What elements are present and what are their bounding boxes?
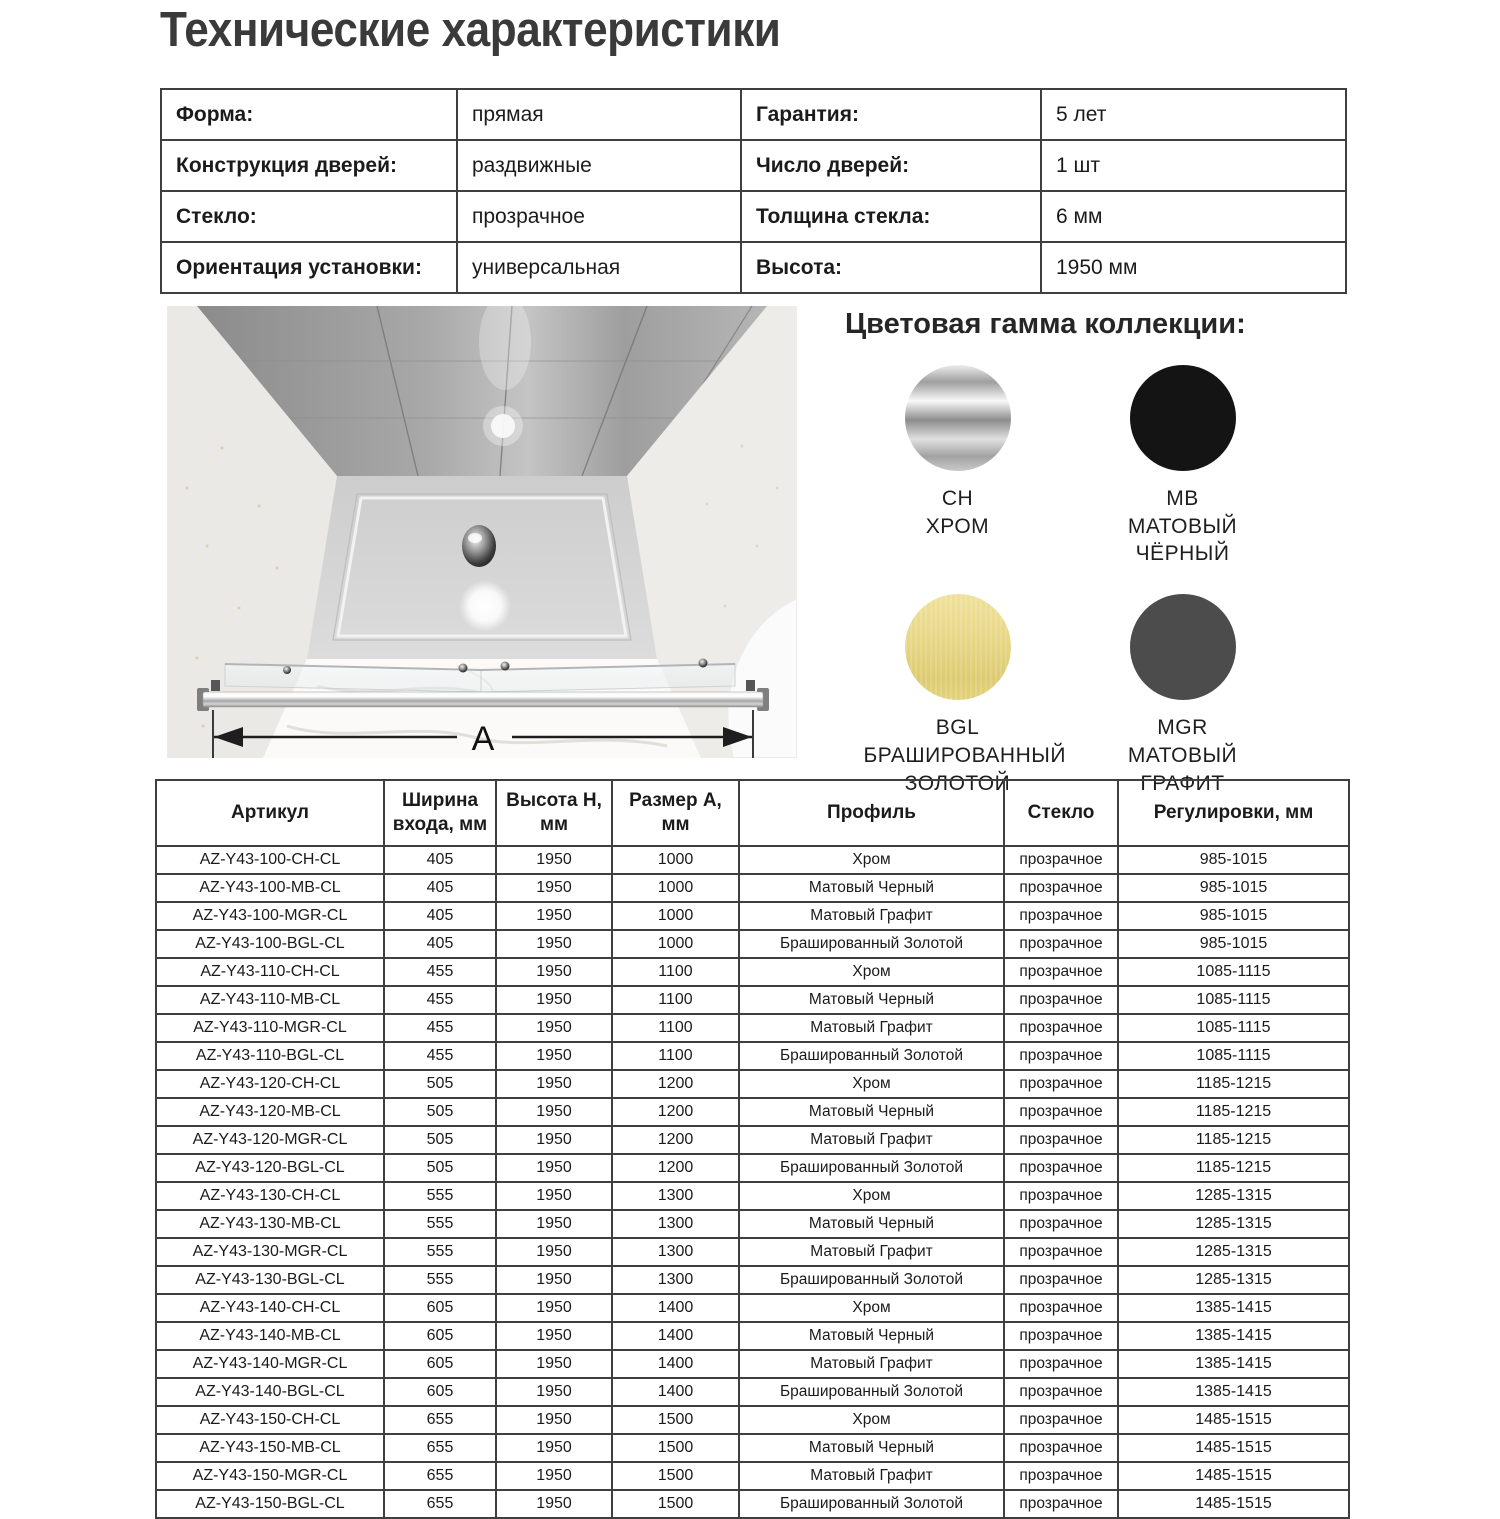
article-cell: AZ-Y43-100-MGR-CL [156,902,384,930]
size-a-cell: 1100 [612,958,739,986]
swatch-circle-mb [1130,365,1236,471]
size-a-cell: 1500 [612,1406,739,1434]
spec-label: Гарантия: [741,89,1041,140]
article-cell: AZ-Y43-130-CH-CL [156,1182,384,1210]
size-a-cell: 1300 [612,1238,739,1266]
size-a-cell: 1400 [612,1322,739,1350]
size-a-cell: 1200 [612,1098,739,1126]
height-cell: 1950 [496,930,612,958]
adjust-range-cell: 1185-1215 [1118,1126,1349,1154]
glass-cell: прозрачное [1004,846,1118,874]
table-row [156,1490,1349,1518]
table-row [156,1014,1349,1042]
table-row [156,1266,1349,1294]
table-row [156,1462,1349,1490]
entry-width-cell: 605 [384,1322,496,1350]
adjust-range-cell: 1485-1515 [1118,1406,1349,1434]
size-a-cell: 1100 [612,1042,739,1070]
entry-width-cell: 405 [384,930,496,958]
height-cell: 1950 [496,1350,612,1378]
table-row [156,1210,1349,1238]
column-header: Стекло [1004,780,1118,846]
swatch-circle-mgr [1130,594,1236,700]
article-cell: AZ-Y43-150-MGR-CL [156,1462,384,1490]
table-row [156,902,1349,930]
adjust-range-cell: 1285-1315 [1118,1182,1349,1210]
article-cell: AZ-Y43-140-BGL-CL [156,1378,384,1406]
profile-cell: Матовый Графит [739,902,1004,930]
glass-cell: прозрачное [1004,1098,1118,1126]
glass-cell: прозрачное [1004,1462,1118,1490]
table-row [156,1098,1349,1126]
drain [462,525,496,567]
height-cell: 1950 [496,1042,612,1070]
spec-table [160,88,1347,294]
size-a-cell: 1400 [612,1350,739,1378]
glass-cell: прозрачное [1004,1210,1118,1238]
article-cell: AZ-Y43-130-MB-CL [156,1210,384,1238]
profile-cell: Матовый Черный [739,1098,1004,1126]
profile-cell: Хром [739,846,1004,874]
spec-value: 5 лет [1041,89,1346,140]
swatch-label: BGL БРАШИРОВАННЫЙ ЗОЛОТОЙ [863,716,1066,795]
shower-tray [307,476,657,659]
glass-cell: прозрачное [1004,1406,1118,1434]
article-cell: AZ-Y43-140-MGR-CL [156,1350,384,1378]
page-title: Технические характеристики [160,3,781,57]
height-cell: 1950 [496,1266,612,1294]
glass-cell: прозрачное [1004,1042,1118,1070]
swatch-label: MB МАТОВЫЙ ЧЁРНЫЙ [1127,487,1238,566]
entry-width-cell: 655 [384,1406,496,1434]
table-row [156,1238,1349,1266]
table-row [156,846,1349,874]
glass-cell: прозрачное [1004,930,1118,958]
glass-cell: прозрачное [1004,986,1118,1014]
entry-width-cell: 555 [384,1266,496,1294]
product-image [167,306,797,758]
height-cell: 1950 [496,902,612,930]
article-cell: AZ-Y43-150-MB-CL [156,1434,384,1462]
table-row [156,1294,1349,1322]
glass-cell: прозрачное [1004,902,1118,930]
adjust-range-cell: 985-1015 [1118,902,1349,930]
height-cell: 1950 [496,1322,612,1350]
glass-cell: прозрачное [1004,1126,1118,1154]
profile-cell: Матовый Графит [739,1462,1004,1490]
adjust-range-cell: 1185-1215 [1118,1098,1349,1126]
height-cell: 1950 [496,1490,612,1518]
spec-value: прозрачное [457,191,741,242]
table-row [156,1378,1349,1406]
profile-cell: Брашированный Золотой [739,1266,1004,1294]
profile-cell: Брашированный Золотой [739,1490,1004,1518]
height-cell: 1950 [496,1154,612,1182]
table-row [156,1350,1349,1378]
size-a-cell: 1500 [612,1462,739,1490]
article-cell: AZ-Y43-120-BGL-CL [156,1154,384,1182]
height-cell: 1950 [496,958,612,986]
profile-cell: Брашированный Золотой [739,1154,1004,1182]
article-cell: AZ-Y43-130-BGL-CL [156,1266,384,1294]
adjust-range-cell: 1085-1115 [1118,958,1349,986]
color-swatch-ch [905,365,1011,568]
glass-cell: прозрачное [1004,1014,1118,1042]
profile-cell: Матовый Графит [739,1350,1004,1378]
profile-cell: Матовый Черный [739,1322,1004,1350]
size-a-cell: 1200 [612,1126,739,1154]
size-a-cell: 1300 [612,1210,739,1238]
adjust-range-cell: 1185-1215 [1118,1070,1349,1098]
adjust-range-cell: 985-1015 [1118,874,1349,902]
size-a-cell: 1500 [612,1490,739,1518]
swatch-label: CH ХРОМ [925,487,990,538]
table-row [156,1154,1349,1182]
height-cell: 1950 [496,1294,612,1322]
article-cell: AZ-Y43-150-BGL-CL [156,1490,384,1518]
glass-cell: прозрачное [1004,1322,1118,1350]
table-row [156,874,1349,902]
height-cell: 1950 [496,1014,612,1042]
article-cell: AZ-Y43-140-MB-CL [156,1322,384,1350]
profile-cell: Хром [739,1294,1004,1322]
adjust-range-cell: 1385-1415 [1118,1294,1349,1322]
profile-cell: Матовый Черный [739,986,1004,1014]
color-swatch-mb [1089,365,1277,568]
adjust-range-cell: 1485-1515 [1118,1462,1349,1490]
article-cell: AZ-Y43-100-BGL-CL [156,930,384,958]
entry-width-cell: 605 [384,1294,496,1322]
profile-cell: Матовый Черный [739,1434,1004,1462]
article-cell: AZ-Y43-110-BGL-CL [156,1042,384,1070]
spec-label: Стекло: [161,191,457,242]
size-a-cell: 1300 [612,1182,739,1210]
swatch-grid [845,365,1325,797]
color-swatch-mgr [1089,594,1277,797]
spec-value: раздвижные [457,140,741,191]
spec-label: Высота: [741,242,1041,293]
adjust-range-cell: 1085-1115 [1118,1042,1349,1070]
article-cell: AZ-Y43-120-MGR-CL [156,1126,384,1154]
entry-width-cell: 405 [384,902,496,930]
entry-width-cell: 655 [384,1490,496,1518]
column-header: Ширина входа, мм [384,780,496,846]
products-table-body [156,846,1349,1518]
spec-value: 1 шт [1041,140,1346,191]
glass-cell: прозрачное [1004,874,1118,902]
size-a-cell: 1000 [612,930,739,958]
adjust-range-cell: 1185-1215 [1118,1154,1349,1182]
article-cell: AZ-Y43-140-CH-CL [156,1294,384,1322]
spec-row [161,242,1346,293]
entry-width-cell: 555 [384,1238,496,1266]
color-collection-section [845,308,1325,797]
size-a-cell: 1200 [612,1070,739,1098]
article-cell: AZ-Y43-110-CH-CL [156,958,384,986]
size-a-cell: 1000 [612,846,739,874]
glass-cell: прозрачное [1004,1490,1118,1518]
adjust-range-cell: 985-1015 [1118,930,1349,958]
table-row [156,1126,1349,1154]
glass-cell: прозрачное [1004,1294,1118,1322]
entry-width-cell: 455 [384,1014,496,1042]
size-a-cell: 1200 [612,1154,739,1182]
article-cell: AZ-Y43-110-MB-CL [156,986,384,1014]
height-cell: 1950 [496,1182,612,1210]
adjust-range-cell: 1385-1415 [1118,1350,1349,1378]
column-header: Артикул [156,780,384,846]
glass-cell: прозрачное [1004,1154,1118,1182]
column-header: Профиль [739,780,1004,846]
entry-width-cell: 555 [384,1210,496,1238]
size-a-cell: 1100 [612,1014,739,1042]
table-row [156,1182,1349,1210]
table-row [156,1070,1349,1098]
entry-width-cell: 505 [384,1154,496,1182]
size-a-cell: 1000 [612,902,739,930]
adjust-range-cell: 985-1015 [1118,846,1349,874]
adjust-range-cell: 1385-1415 [1118,1322,1349,1350]
table-row [156,986,1349,1014]
swatch-circle-bgl [905,594,1011,700]
height-cell: 1950 [496,1126,612,1154]
profile-cell: Матовый Графит [739,1014,1004,1042]
profile-cell: Матовый Графит [739,1238,1004,1266]
entry-width-cell: 505 [384,1070,496,1098]
article-cell: AZ-Y43-110-MGR-CL [156,1014,384,1042]
glass-cell: прозрачное [1004,1434,1118,1462]
profile-cell: Брашированный Золотой [739,1042,1004,1070]
entry-width-cell: 555 [384,1182,496,1210]
profile-cell: Хром [739,1070,1004,1098]
glass-cell: прозрачное [1004,1182,1118,1210]
profile-cell: Матовый Черный [739,874,1004,902]
height-cell: 1950 [496,1210,612,1238]
height-cell: 1950 [496,1378,612,1406]
article-cell: AZ-Y43-100-MB-CL [156,874,384,902]
height-cell: 1950 [496,1462,612,1490]
products-table-header-row [156,780,1349,846]
article-cell: AZ-Y43-130-MGR-CL [156,1238,384,1266]
column-header: Размер A, мм [612,780,739,846]
products-table [155,779,1350,1519]
table-row [156,930,1349,958]
entry-width-cell: 505 [384,1098,496,1126]
profile-cell: Матовый Графит [739,1126,1004,1154]
size-a-cell: 1500 [612,1434,739,1462]
height-cell: 1950 [496,1434,612,1462]
glass-cell: прозрачное [1004,1070,1118,1098]
article-cell: AZ-Y43-120-CH-CL [156,1070,384,1098]
size-a-cell: 1300 [612,1266,739,1294]
height-cell: 1950 [496,986,612,1014]
profile-cell: Хром [739,1406,1004,1434]
profile-cell: Матовый Черный [739,1210,1004,1238]
table-row [156,1434,1349,1462]
spec-value: прямая [457,89,741,140]
entry-width-cell: 655 [384,1434,496,1462]
glass-cell: прозрачное [1004,1238,1118,1266]
column-header: Регулировки, мм [1118,780,1349,846]
height-cell: 1950 [496,1098,612,1126]
adjust-range-cell: 1385-1415 [1118,1378,1349,1406]
size-a-cell: 1100 [612,986,739,1014]
profile-cell: Хром [739,1182,1004,1210]
size-a-cell: 1000 [612,874,739,902]
swatch-circle-ch [905,365,1011,471]
profile-cell: Хром [739,958,1004,986]
color-swatch-bgl [863,594,1066,797]
adjust-range-cell: 1285-1315 [1118,1266,1349,1294]
profile-cell: Брашированный Золотой [739,1378,1004,1406]
size-a-cell: 1400 [612,1378,739,1406]
spec-label: Форма: [161,89,457,140]
entry-width-cell: 655 [384,1462,496,1490]
entry-width-cell: 405 [384,874,496,902]
article-cell: AZ-Y43-120-MB-CL [156,1098,384,1126]
entry-width-cell: 455 [384,958,496,986]
spec-value: 6 мм [1041,191,1346,242]
entry-width-cell: 605 [384,1350,496,1378]
spec-label: Ориентация установки: [161,242,457,293]
size-a-cell: 1400 [612,1294,739,1322]
adjust-range-cell: 1085-1115 [1118,1014,1349,1042]
spec-row [161,191,1346,242]
article-cell: AZ-Y43-100-CH-CL [156,846,384,874]
spec-label: Конструкция дверей: [161,140,457,191]
spec-value: универсальная [457,242,741,293]
height-cell: 1950 [496,846,612,874]
entry-width-cell: 455 [384,1042,496,1070]
glass-cell: прозрачное [1004,1266,1118,1294]
entry-width-cell: 455 [384,986,496,1014]
spec-row [161,140,1346,191]
height-cell: 1950 [496,874,612,902]
height-cell: 1950 [496,1070,612,1098]
entry-width-cell: 605 [384,1378,496,1406]
spec-label: Число дверей: [741,140,1041,191]
adjust-range-cell: 1285-1315 [1118,1238,1349,1266]
column-header: Высота H, мм [496,780,612,846]
adjust-range-cell: 1285-1315 [1118,1210,1349,1238]
spec-row [161,89,1346,140]
glass-cell: прозрачное [1004,1350,1118,1378]
table-row [156,1406,1349,1434]
article-cell: AZ-Y43-150-CH-CL [156,1406,384,1434]
adjust-range-cell: 1485-1515 [1118,1434,1349,1462]
table-row [156,958,1349,986]
table-row [156,1042,1349,1070]
profile-cell: Брашированный Золотой [739,930,1004,958]
entry-width-cell: 405 [384,846,496,874]
spec-value: 1950 мм [1041,242,1346,293]
height-cell: 1950 [496,1238,612,1266]
adjust-range-cell: 1485-1515 [1118,1490,1349,1518]
table-row [156,1322,1349,1350]
dimension-label: A [471,720,495,758]
glass-cell: прозрачное [1004,958,1118,986]
adjust-range-cell: 1085-1115 [1118,986,1349,1014]
spec-label: Толщина стекла: [741,191,1041,242]
swatch-label: MGR МАТОВЫЙ ГРАФИТ [1127,716,1238,795]
glass-cell: прозрачное [1004,1378,1118,1406]
height-cell: 1950 [496,1406,612,1434]
colors-heading: Цветовая гамма коллекции: [845,308,1246,340]
entry-width-cell: 505 [384,1126,496,1154]
